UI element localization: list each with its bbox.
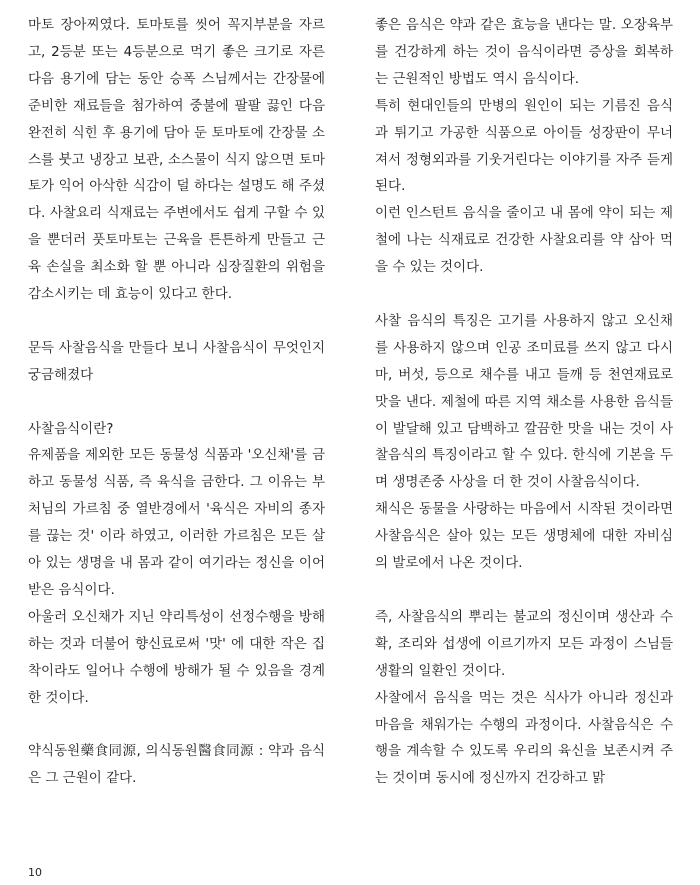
- paragraph: 약식동원藥食同源, 의식동원醫食同源 : 약과 음식은 그 근원이 같다.: [28, 743, 325, 787]
- right-text-column: [375, 12, 673, 792]
- section-heading: 사찰음식이란?: [28, 420, 114, 437]
- paragraph: 특히 현대인들의 만병의 원인이 되는 기름진 음식과 튀기고 가공한 식품으로 아이들 성장판이 무너져서 정형외과를 기웃거린다는 이야기를 자주 듣게 된다.: [375, 97, 673, 195]
- page-number: 10: [28, 866, 42, 879]
- paragraph: 좋은 음식은 약과 같은 효능을 낸다는 말. 오장육부를 건강하게 하는 것이 음식이라면 증상을 회복하는 근원적인 방법도 역시 음식이다.: [375, 17, 673, 87]
- paragraph-gap: [28, 389, 325, 416]
- paragraph: 즉, 사찰음식의 뿌리는 불교의 정신이며 생산과 수확, 조리와 섭생에 이르기까지 모든 과정이 스님들 생활의 일환인 것이다.: [375, 608, 673, 679]
- paragraph-gap: [28, 308, 325, 335]
- paragraph: 이런 인스턴트 음식을 줄이고 내 몸에 약이 되는 제철에 나는 식재료로 건강한 사찰요리를 약 삼아 먹을 수 있는 것이다.: [375, 205, 673, 276]
- paragraph: 유제품을 제외한 모든 동물성 식품과 '오신채'를 금하고 동물성 식품, 즉 육식을 금한다. 그 이유는 부처님의 가르침 중 열반경에서 '육식은 자비의 종자를 끊는 것' 이라 하였고, 이러한 가르침은 모든 살아 있는 생명을 내 몸과 같이 여기라는 정신을 이어받은 음식이다.: [28, 447, 325, 598]
- paragraph: 문득 사찰음식을 만들다 보니 사찰음식이 무엇인지 궁금해졌다: [28, 339, 325, 383]
- left-text-column: [28, 12, 325, 792]
- paragraph: 사찰 음식의 특징은 고기를 사용하지 않고 오신채를 사용하지 않으며 인공 조미료를 쓰지 않고 다시마, 버섯, 등으로 채수를 내고 들깨 등 천연재료로 맛을 낸다. 제철에 따른 지역 채소를 사용한 음식들이 발달해 있고 담백하고 깔끔한 맛을 내는 것이 사찰음식의 특징이라고 할 수 있다. 한식에 기본을 두며 생명존중 사상을 더 한 것이 사찰음식이다.: [375, 312, 673, 491]
- paragraph: 마토 장아찌였다. 토마토를 씻어 꼭지부분을 자르고, 2등분 또는 4등분으로 먹기 좋은 크기로 자른 다음 용기에 담는 동안 승폭 스님께서는 간장물에 준비한 재료들을 첨가하여 중불에 팔팔 끓인 다음 완전히 식힌 후 용기에 담아 둔 토마토에 간장물 소스를 붓고 냉장고 보관, 소스물이 식지 않으면 토마토가 익어 아삭한 식감이 덜 하다는 설명도 해 주셨다. 사찰요리 식재료는 주변에서도 쉽게 구할 수 있을 뿐더러 풋토마토는 근육을 튼튼하게 만들고 근육 손실을 최소화 할 뿐 아니라 심장질환의 위험을 감소시키는 데 효능이 있다고 한다.: [28, 17, 325, 303]
- paragraph: 아울러 오신채가 지닌 약리특성이 선정수행을 방해하는 것과 더불어 향신료로써 '맛' 에 대한 작은 집착이라도 일어나 수행에 방해가 될 수 있음을 경계한 것이다.: [28, 608, 325, 706]
- paragraph-gap: [375, 577, 673, 604]
- paragraph-gap: [375, 281, 673, 308]
- paragraph: 사찰에서 음식을 먹는 것은 식사가 아니라 정신과 마음을 채워가는 수행의 과정이다. 사찰음식은 수행을 계속할 수 있도록 우리의 육신을 보존시켜 주는 것이며 동시에 정신까지 건강하고 맑: [375, 689, 673, 787]
- paragraph-gap: [28, 712, 325, 739]
- paragraph: 채식은 동물을 사랑하는 마음에서 시작된 것이라면 사찰음식은 살아 있는 모든 생명체에 대한 자비심의 발로에서 나온 것이다.: [375, 501, 673, 572]
